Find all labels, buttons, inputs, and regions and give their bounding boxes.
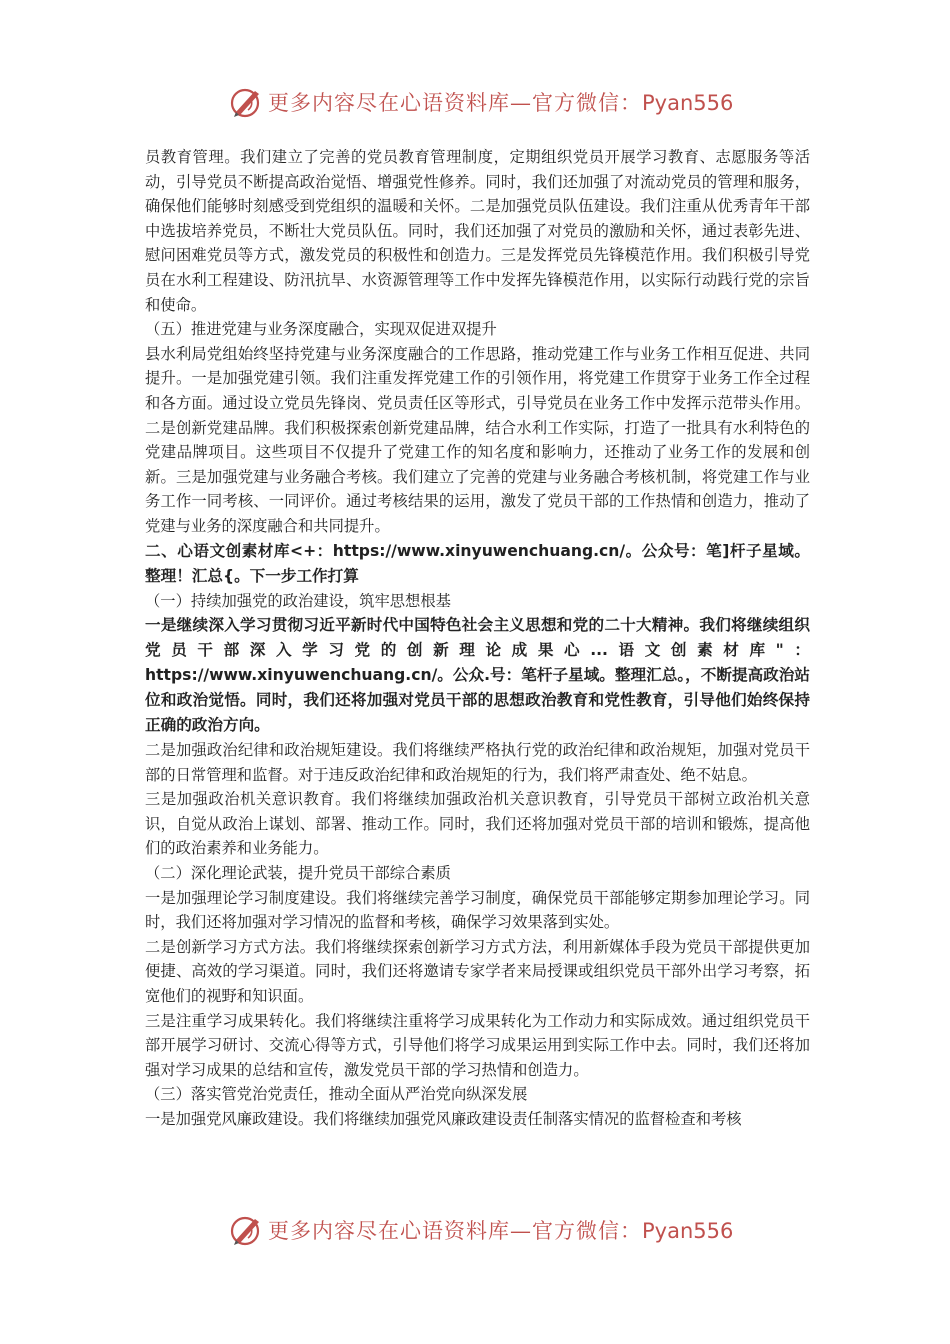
pen-logo-icon bbox=[228, 1212, 264, 1248]
paragraph-bold: 一是继续深入学习贯彻习近平新时代中国特色社会主义思想和党的二十大精神。我们将继续组织党员干部深入学习党的创新理论成果心...语文创素材库"：https://www.xinyuwenchuang.cn/。公众.号：笔杆子星域。整理汇总。，不断提高政治站位和政治觉悟。同时，我们还将加强对党员干部的思想政治教育和党性教育，引导他们始终保持正确的政治方向。 bbox=[145, 616, 810, 735]
pen-logo-icon bbox=[228, 84, 264, 120]
footer-banner-code: Pyan556 bbox=[642, 1219, 734, 1243]
document-body bbox=[145, 145, 810, 1132]
footer-banner bbox=[0, 1210, 950, 1250]
paragraph: 一是加强理论学习制度建设。我们将继续完善学习制度，确保党员干部能够定期参加理论学习。同时，我们还将加强对学习情况的监督和考核，确保学习效果落到实处。 bbox=[145, 888, 810, 932]
footer-banner-text: 更多内容尽在心语资料库—官方微信：Pyan556 bbox=[268, 1219, 734, 1243]
header-banner-code: Pyan556 bbox=[642, 91, 734, 115]
section-subheading: （一）持续加强党的政治建设，筑牢思想根基 bbox=[145, 591, 451, 610]
section-heading: 二、心语文创素材库<+：https://www.xinyuwenchuang.cn/。公众号：笔]杆子星域。整理！汇总{。下一步工作打算 bbox=[145, 541, 810, 585]
paragraph: 二是加强政治纪律和政治规矩建设。我们将继续严格执行党的政治纪律和政治规矩，加强对党员干部的日常管理和监督。对于违反政治纪律和政治规矩的行为，我们将严肃查处、绝不姑息。 bbox=[145, 741, 810, 784]
paragraph: 县水利局党组始终坚持党建与业务深度融合的工作思路，推动党建工作与业务工作相互促进、共同提升。一是加强党建引领。我们注重发挥党建工作的引领作用，将党建工作贯穿于业务工作全过程和各方面。通过设立党员先锋岗、党员责任区等形式，引导党员在业务工作中发挥示范带头作用。二是创新党建品牌。我们积极探索创新党建品牌，结合水利工作实际，打造了一批具有水利特色的党建品牌项目。这些项目不仅提升了党建工作的知名度和影响力，还推动了业务工作的发展和创新。三是加强党建与业务融合考核。我们建立了完善的党建与业务融合考核机制，将党建工作与业务工作一同考核、一同评价。通过考核结果的运用，激发了党员干部的工作热情和创造力，推动了党建与业务的深度融合和共同提升。 bbox=[145, 344, 810, 535]
paragraph: 一是加强党风廉政建设。我们将继续加强党风廉政建设责任制落实情况的监督检查和考核 bbox=[145, 1110, 742, 1128]
paragraph: 二是创新学习方式方法。我们将继续探索创新学习方式方法，利用新媒体手段为党员干部提供更加便捷、高效的学习渠道。同时，我们还将邀请专家学者来局授课或组织党员干部外出学习考察，拓宽他们的视野和知识面。 bbox=[145, 937, 810, 1006]
header-banner-text: 更多内容尽在心语资料库—官方微信：Pyan556 bbox=[268, 91, 734, 115]
section-subheading: （五）推进党建与业务深度融合，实现双促进双提升 bbox=[145, 320, 497, 339]
section-subheading: （三）落实管党治党责任，推动全面从严治党向纵深发展 bbox=[145, 1085, 528, 1104]
section-subheading: （二）深化理论武装，提升党员干部综合素质 bbox=[145, 864, 451, 883]
paragraph: 员教育管理。我们建立了完善的党员教育管理制度，定期组织党员开展学习教育、志愿服务等活动，引导党员不断提高政治觉悟、增强党性修养。同时，我们还加强了对流动党员的管理和服务，确保他们能够时刻感受到党组织的温暖和关怀。二是加强党员队伍建设。我们注重从优秀青年干部中选拔培养党员，不断壮大党员队伍。同时，我们还加强了对党员的激励和关怀，通过表彰先进、慰问困难党员等方式，激发党员的积极性和创造力。三是发挥党员先锋模范作用。我们积极引导党员在水利工程建设、防汛抗旱、水资源管理等工作中发挥先锋模范作用，以实际行动践行党的宗旨和使命。 bbox=[145, 148, 810, 314]
paragraph: 三是加强政治机关意识教育。我们将继续加强政治机关意识教育，引导党员干部树立政治机关意识，自觉从政治上谋划、部署、推动工作。同时，我们还将加强对党员干部的培训和锻炼，提高他们的政治素养和业务能力。 bbox=[145, 790, 810, 858]
paragraph: 三是注重学习成果转化。我们将继续注重将学习成果转化为工作动力和实际成效。通过组织党员干部开展学习研讨、交流心得等方式，引导他们将学习成果运用到实际工作中去。同时，我们还将加强对学习成果的总结和宣传，激发党员干部的学习热情和创造力。 bbox=[145, 1011, 810, 1079]
header-banner bbox=[0, 82, 950, 122]
